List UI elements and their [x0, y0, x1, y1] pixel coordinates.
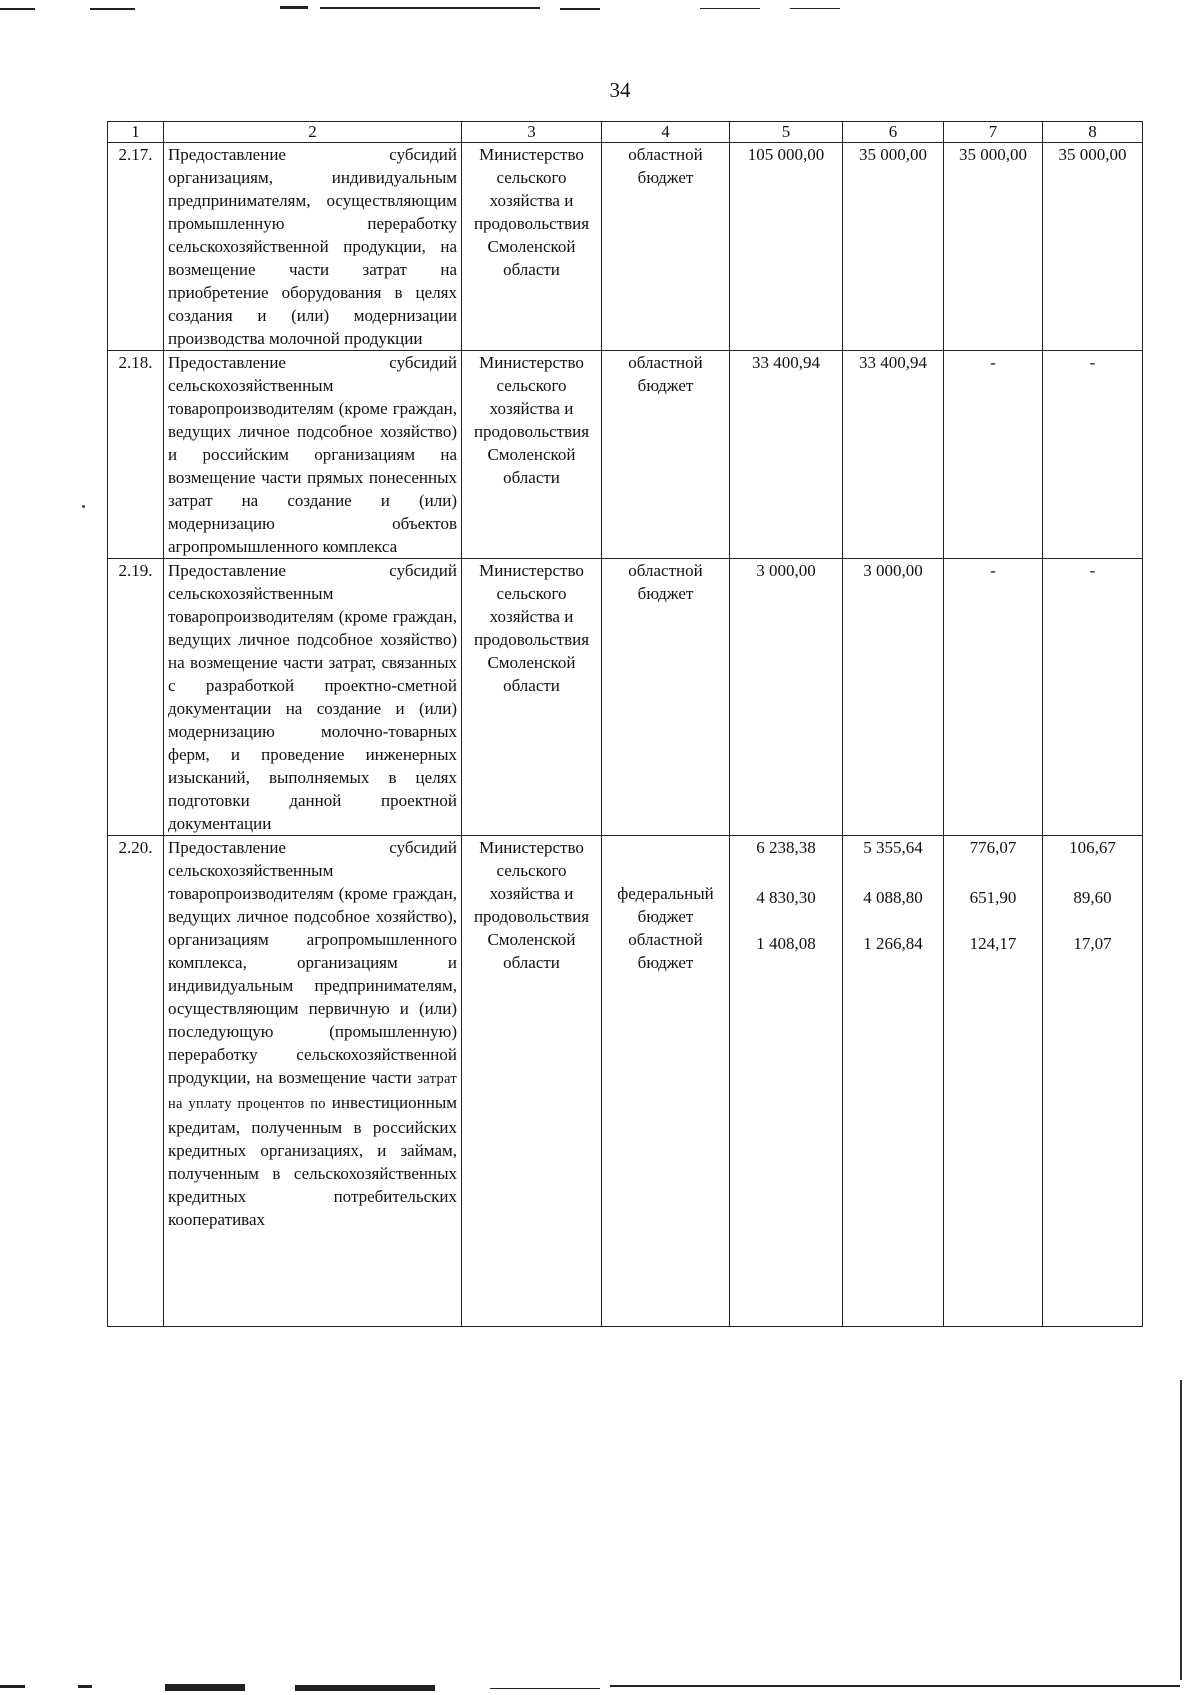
funding-source-cell — [602, 351, 730, 559]
executor-line: продовольствия — [473, 630, 590, 649]
executor-line: Смоленской — [487, 653, 576, 672]
scan-dot — [82, 505, 85, 508]
amount-total: 33 400,94 — [730, 351, 843, 559]
amount-federal-value: 4 088,80 — [863, 888, 923, 907]
scan-mark-top-4 — [320, 7, 540, 9]
header-row — [108, 122, 1143, 143]
executor-line: хозяйства и — [489, 884, 574, 903]
scan-mark-top-1 — [0, 8, 35, 10]
executor-line: хозяйства и — [489, 191, 574, 210]
executor-line: сельского — [496, 376, 567, 395]
scan-mark-top-7 — [790, 8, 840, 9]
executor-line: продовольствия — [473, 907, 590, 926]
table-row — [108, 559, 1143, 836]
scan-mark-bottom-1 — [0, 1685, 25, 1688]
page-number: 34 — [609, 78, 631, 102]
executor-line: области — [503, 260, 560, 279]
amount-year-2: 35 000,00 — [944, 143, 1043, 351]
amount-year-3: - — [1043, 559, 1143, 836]
funding-source-line: бюджет — [637, 376, 694, 395]
amount-total — [730, 836, 843, 1327]
amount-regional-value: 1 266,84 — [863, 934, 923, 953]
executor-cell — [462, 143, 602, 351]
amount-year-2: - — [944, 351, 1043, 559]
col-header-5: 5 — [730, 122, 843, 143]
amount-total: 3 000,00 — [730, 559, 843, 836]
scan-mark-bottom-5 — [490, 1688, 600, 1689]
row-number: 2.20. — [108, 836, 164, 1327]
measure-description: Предоставление субсидий сельскохозяйственным товаропроизводителям (кроме граждан, ведущих личное подсобное хозяйство) на возмещение части затрат, связанных с разработкой проектно-сметной документации на создание и (или) модернизацию молочно-товарных ферм, и проведение инженерных изысканий, выполняемых в целях подготовки данной проектной документации — [164, 559, 462, 836]
amount-total-value: 6 238,38 — [756, 838, 816, 857]
amount-year-1 — [843, 836, 944, 1327]
amount-year-3: 35 000,00 — [1043, 143, 1143, 351]
amount-total-value: 106,67 — [1069, 838, 1116, 857]
measure-description-small: затрат на уплату процентов по — [168, 1071, 457, 1112]
amount-year-1: 3 000,00 — [843, 559, 944, 836]
amount-regional-value: 17,07 — [1073, 934, 1112, 953]
funding-source-line: бюджет — [637, 168, 694, 187]
amount-total: 105 000,00 — [730, 143, 843, 351]
col-header-8: 8 — [1043, 122, 1143, 143]
program-table — [107, 121, 1143, 1327]
col-header-2: 2 — [164, 122, 462, 143]
executor-line: сельского — [496, 168, 567, 187]
col-header-7: 7 — [944, 122, 1043, 143]
amount-year-3: - — [1043, 351, 1143, 559]
funding-source-cell — [602, 559, 730, 836]
executor-cell — [462, 836, 602, 1327]
table-row — [108, 836, 1143, 1327]
scan-mark-top-5 — [560, 8, 600, 10]
amount-federal-value: 89,60 — [1073, 888, 1112, 907]
scan-mark-top-2 — [90, 8, 135, 10]
scan-mark-top-6 — [700, 8, 760, 9]
executor-cell — [462, 559, 602, 836]
scan-mark-bottom-2 — [78, 1685, 92, 1688]
scan-mark-bottom-4 — [295, 1685, 435, 1691]
measure-description: Предоставление субсидий сельскохозяйственным товаропроизводителям (кроме граждан, ведущих личное подсобное хозяйство) и российским организациям на возмещение части прямых понесенных затрат на создание и (или) модернизацию объектов агропромышленного комплекса — [164, 351, 462, 559]
executor-line: области — [503, 468, 560, 487]
scan-mark-bottom-3 — [165, 1684, 245, 1691]
amount-federal-value: 651,90 — [969, 888, 1017, 907]
row-number: 2.18. — [108, 351, 164, 559]
scan-mark-top-3 — [280, 6, 308, 9]
executor-line: Смоленской — [487, 930, 576, 949]
row-number: 2.19. — [108, 559, 164, 836]
executor-line: продовольствия — [473, 422, 590, 441]
cell-spacer — [168, 1231, 457, 1326]
executor-line: Смоленской — [487, 445, 576, 464]
executor-line: Смоленской — [487, 237, 576, 256]
col-header-6: 6 — [843, 122, 944, 143]
executor-cell — [462, 351, 602, 559]
measure-description — [164, 836, 462, 1327]
executor-line: продовольствия — [473, 214, 590, 233]
measure-description: Предоставление субсидий организациям, индивидуальным предпринимателям, осуществляющим промышленную переработку сельскохозяйственной продукции, на возмещение части затрат на приобретение оборудования в целях создания и (или) модернизации производства молочной продукции — [164, 143, 462, 351]
funding-source-line: бюджет — [637, 953, 694, 972]
amount-federal-value: 4 830,30 — [756, 888, 816, 907]
amount-year-2: - — [944, 559, 1043, 836]
row-number: 2.17. — [108, 143, 164, 351]
funding-source-line: федеральный — [617, 884, 714, 903]
col-header-3: 3 — [462, 122, 602, 143]
executor-line: области — [503, 676, 560, 695]
amount-regional-value: 124,17 — [969, 934, 1017, 953]
executor-line: сельского — [496, 861, 567, 880]
measure-description-tail: инвестиционным кредитам, полученным в российских кредитных организациях, и займам, полученным в сельскохозяйственных кредитных потребительских кооперативах — [168, 1093, 457, 1229]
amount-year-1: 35 000,00 — [843, 143, 944, 351]
executor-line: хозяйства и — [489, 607, 574, 626]
executor-line: хозяйства и — [489, 399, 574, 418]
executor-line: сельского — [496, 584, 567, 603]
amount-regional-value: 1 408,08 — [756, 934, 816, 953]
table-row — [108, 143, 1143, 351]
funding-source-cell — [602, 143, 730, 351]
funding-source-cell — [602, 836, 730, 1327]
amount-total-value: 5 355,64 — [863, 838, 923, 857]
col-header-4: 4 — [602, 122, 730, 143]
executor-line: Министерство — [479, 145, 584, 164]
funding-source-line: областной — [628, 353, 703, 372]
scan-edge-right — [1180, 1380, 1182, 1680]
executor-line: области — [503, 953, 560, 972]
executor-line: Министерство — [479, 353, 584, 372]
executor-line: Министерство — [479, 838, 584, 857]
measure-description-main: Предоставление субсидий сельскохозяйственным товаропроизводителям (кроме граждан, ведущих личное подсобное хозяйство), организациям агропромышленного комплекса, организациям и индивидуальным предпринимателям, осуществляющим первичную и (или) последующую (промышленную) переработку сельскохозяйственной продукции, на возмещение части — [168, 838, 457, 1087]
funding-source-line: областной — [628, 145, 703, 164]
executor-line: Министерство — [479, 561, 584, 580]
table-row — [108, 351, 1143, 559]
amount-year-1: 33 400,94 — [843, 351, 944, 559]
funding-source-line: областной — [628, 930, 703, 949]
scan-mark-bottom-6 — [610, 1685, 1180, 1687]
amount-year-3 — [1043, 836, 1143, 1327]
col-header-1: 1 — [108, 122, 164, 143]
amount-year-2 — [944, 836, 1043, 1327]
funding-source-line: областной — [628, 561, 703, 580]
funding-source-line: бюджет — [637, 907, 694, 926]
amount-total-value: 776,07 — [969, 838, 1017, 857]
funding-source-line: бюджет — [637, 584, 694, 603]
